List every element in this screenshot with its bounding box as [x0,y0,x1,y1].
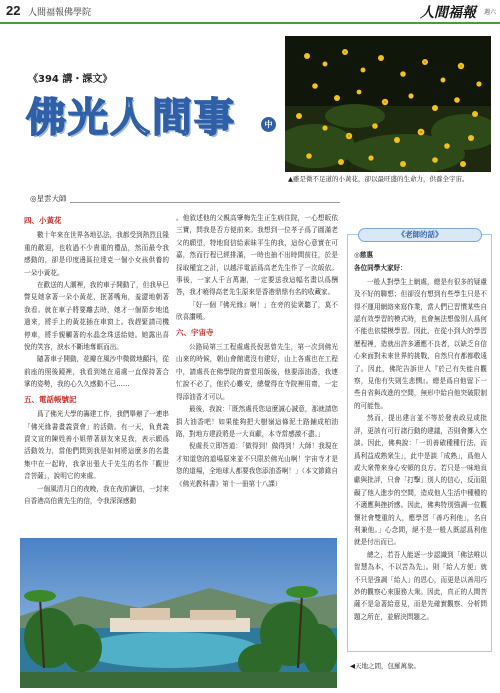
section-heading-4: 四、小黃花 [24,216,62,225]
bottom-photo-caption: ◀天地之間，包羅萬象。 [350,662,420,670]
article-author: ◎星雲大師 [30,194,67,203]
paragraph: 總之，若吾人能逐一步認識到「佛法唯以智慧為本，不以苦為先」。則「給人方便」就不只是強調「給人」的恩心，而更是以善用巧妙的觀察心來服務大衆。因此，真正的人間菩薩不是急著給意見，而是先確實觀察、分析問題之所在，並解決問題之。 [354,550,487,621]
flowers-illustration [285,36,491,172]
greeting: 各位同學大家好： [354,264,407,273]
paragraph: 。他敘述他的父親高肇梅先生正生病住院，一心想皈依三寶，問我是否方便前來。我想到一位孝子爲了圓滿老父的願望，特地寫信給素昧平生的我，這份心意實在可嘉，然而行程已經排滿，一時也抽不出時間前往，於是採取權宜之計，以越洋電話爲高老先生作了一次皈依。事後，一家人千言萬謝，一定要送我這幅名畫以爲酬答，我才曉得高老先生原來是香港鼎鼎有名的收藏家。 [176,214,338,297]
divider-line [70,202,340,203]
paragraph: 然而，提出建言並不等於發表政見或批評，更該有可行諸行動的建議，否則會擲入空談。因此，佛典說：「一切善確種種行法，而爲利益成熟衆生」，此中是談「成熟」，爲他人或大衆帶來身心安頓的良方。若只是一味地貢獻與批評，只會「打擊」別人的信心，反而阻礙了他人進步的空間，造成他人生活中種種的不適應與挫折感。因此，佛典特別強調一位觀懷社會雙重的人，應學習「善巧利他」，名自利兼他。」心念間，絕不是一般人既認爲利他就是付出而已。 [354,414,487,547]
top-photo-caption: ▲雖是微不足道的小黃花，卻以最旺盛的生命力，供養全宇宙。 [288,175,469,183]
article-title: 佛光人間事 [26,95,236,141]
teacher-name: ◎慈惠 [354,251,373,259]
page-number: 22 [6,3,21,18]
page-header [0,0,500,24]
issue-date: 週六 [483,9,496,16]
newspaper-logo: 人間福報 [420,5,476,21]
text-column-1 [24,212,169,534]
section-heading-6: 六、宇宙寺 [176,327,214,337]
section-name: 人間福報佛學院 [28,8,92,18]
paragraph: 最後，我說：「既然處長您這麼誠心誠意，那就請您捐大油香吧！如果能夠把大樹嶺這條泥土路鋪成柏油路，對地方建設將是一大貢獻，本寺當感激不盡。」 [176,405,338,438]
section-heading-5: 五、電話帳號記 [24,394,77,404]
paragraph: 數十年來在世界各地弘法，我都受到熱烈且隆重的歡迎，也收過不少貴重的禮品，然而最令我感動的，卻是印度邊區拉達克一個小女孩供養的一朵小黃花。 [24,231,169,277]
paragraph: 隨著車子開動，花瓣在風沙中微微地顫抖，從前座的照後鏡裡，我看到她在遠處一直保持著合掌的姿勢，我的心久久感動不已…… [24,355,169,389]
teacher-notes-body [354,249,487,647]
paragraph: 公路局第三工程處處長倪思曾先生，第一次到佛光山來的時候，朝山會館還沒有建好，山上各處也在工程中，請處長在佛學院的齋堂用飯後，他要添油香，我連忙說不必了，他於心難安，總覺得在寺院裡用齋，一定得添油香才可以。 [176,343,338,401]
flowers-photo [285,36,491,172]
paragraph: 「好一個『佛光緣』啊！」在旁的徒衆聽了，莫不欣喜讚嘆。 [176,300,338,322]
resort-photo [20,538,337,688]
paragraph: 在歡送的人潮裡，我的車子開動了，但我早已瞥見她拿著一朵小黃花，抿著嘴角，羞澀地朝著我看。就在車子將要離去時，她才一個箭步地追過來，將手上的黃花插在車窗上。我趕緊請司機停車，將手親觸著的水晶念珠送給她。她露出喜悅的笑容，淚水不斷地奪眶而出。 [24,281,169,352]
teacher-notes-banner: 《老師的話》 [358,228,482,242]
teacher-notes-box [347,230,492,652]
text-column-2 [176,212,338,534]
resort-illustration [20,538,337,688]
paragraph: 一般人對學生上網處，總是有很多的疑慮及不好的聯想；但卻沒有想到有些學生只是不得不運用網絡來寫作業，當人們已習慣某些自認有效學習的模式時，也會無法想像別人爲何不能也依樣模學習。因此，在從小到大的學習歷程裡，造就出許多適應不良者，以缺乏自信心來面對未來世界的挑戰，自然只有都都敬遠了。因此，佛陀告訴世人『於己有失能自觀察，見他有失則生悲憫』。總是爲自他留下一些自省與改進的空間，無形中給自他突破限制的可能性。 [354,277,487,410]
paragraph: 爲了佛光大學的籌建工作，我們舉辦了一連串「佛光緣書畫義賣會」的活動。有一天，負責義賣文宣的陳姓善小姐帶著朋友來見我，表示願爲活動效力，當他們問到我是如何將這麼多的名畫集中在一起時，我拿出張大千先生的名作「觀世音菩薩」，說明它的來處。 [24,410,169,481]
series-label: 《394 講・課文》 [28,74,113,85]
paragraph: 倪處長立即答道：「做得到！做得到！大師！我現在才知道您的道場原來並不只限於佛光山啊！宇宙寺才是您的道場，全地球人都要我您添油香啊！」（本文節錄自《佛光教科書》第十一冊第十八課） [176,442,338,488]
paragraph: 一個風清月白的夜晚，我在夜前讀信，一封來自香港高伯貴先生的信，令我深深感動 [24,484,169,505]
part-badge: 中 [261,117,276,132]
